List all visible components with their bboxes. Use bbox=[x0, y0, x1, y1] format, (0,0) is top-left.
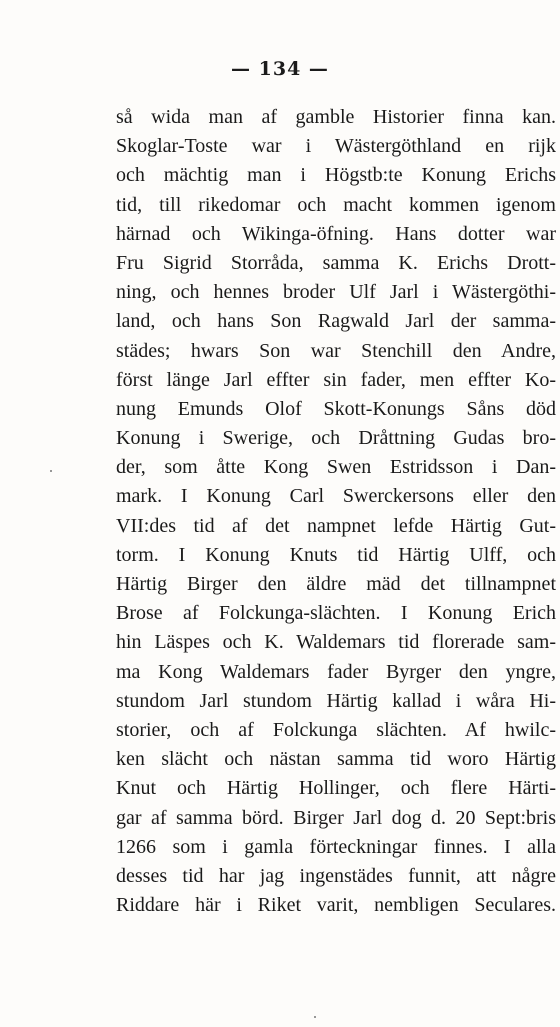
text-line: hin Läspes och K. Waldemars tid florerade sam- bbox=[116, 631, 556, 654]
text-line: ning, och hennes broder Ulf Jarl i Wästergöthi- bbox=[116, 281, 556, 304]
text-line: Konung i Swerige, och Dråttning Gudas bro- bbox=[116, 427, 556, 450]
text-line: desses tid har jag ingenstädes funnit, att någre bbox=[116, 864, 556, 887]
print-speck bbox=[50, 470, 52, 472]
text-line: Riddare här i Riket varit, nembligen Seculares. bbox=[116, 894, 556, 917]
text-line: tid, till rikedomar och macht kommen igenom bbox=[116, 193, 556, 216]
text-line: städes; hwars Son war Stenchill den Andre, bbox=[116, 339, 556, 362]
text-line: nung Emunds Olof Skott-Konungs Såns död bbox=[116, 397, 556, 420]
text-line: Brose af Folckunga-slächten. I Konung Erich bbox=[116, 602, 556, 625]
text-line: Skoglar-Toste war i Wästergöthland en rijk bbox=[116, 135, 556, 158]
text-line: torm. I Konung Knuts tid Härtig Ulff, och bbox=[116, 543, 556, 566]
text-line: så wida man af gamble Historier finna kan. bbox=[116, 106, 556, 128]
text-line: och mächtig man i Högstb:te Konung Erichs bbox=[116, 164, 556, 187]
text-line: först länge Jarl effter sin fader, men effter Ko- bbox=[116, 368, 556, 391]
page-number: — 134 — bbox=[231, 58, 329, 80]
text-line: härnad och Wikinga-öfning. Hans dotter war bbox=[116, 222, 556, 245]
text-line: der, som åtte Kong Swen Estridsson i Dan- bbox=[116, 456, 556, 479]
body-text bbox=[116, 103, 556, 920]
text-line: land, och hans Son Ragwald Jarl der samma- bbox=[116, 310, 556, 333]
text-line: Knut och Härtig Hollinger, och flere Härti- bbox=[116, 777, 556, 800]
text-line: storier, och af Folckunga slächten. Af hwilc- bbox=[116, 718, 556, 741]
text-line: VII:des tid af det nampnet lefde Härtig Gut- bbox=[116, 514, 556, 537]
print-speck bbox=[314, 1016, 316, 1018]
text-line: Härtig Birger den äldre mäd det tillnampnet bbox=[116, 573, 556, 595]
text-line: 1266 som i gamla förteckningar finnes. I alla bbox=[116, 835, 556, 858]
text-line: stundom Jarl stundom Härtig kallad i wåra Hi- bbox=[116, 689, 556, 712]
text-line: ma Kong Waldemars fader Byrger den yngre, bbox=[116, 660, 556, 683]
text-line: gar af samma börd. Birger Jarl dog d. 20 Sept:bris bbox=[116, 806, 556, 829]
text-line: Fru Sigrid Storråda, samma K. Erichs Drott- bbox=[116, 251, 556, 274]
text-line: ken slächt och nästan samma tid woro Härtig bbox=[116, 748, 556, 771]
text-line: mark. I Konung Carl Swerckersons eller den bbox=[116, 485, 556, 508]
